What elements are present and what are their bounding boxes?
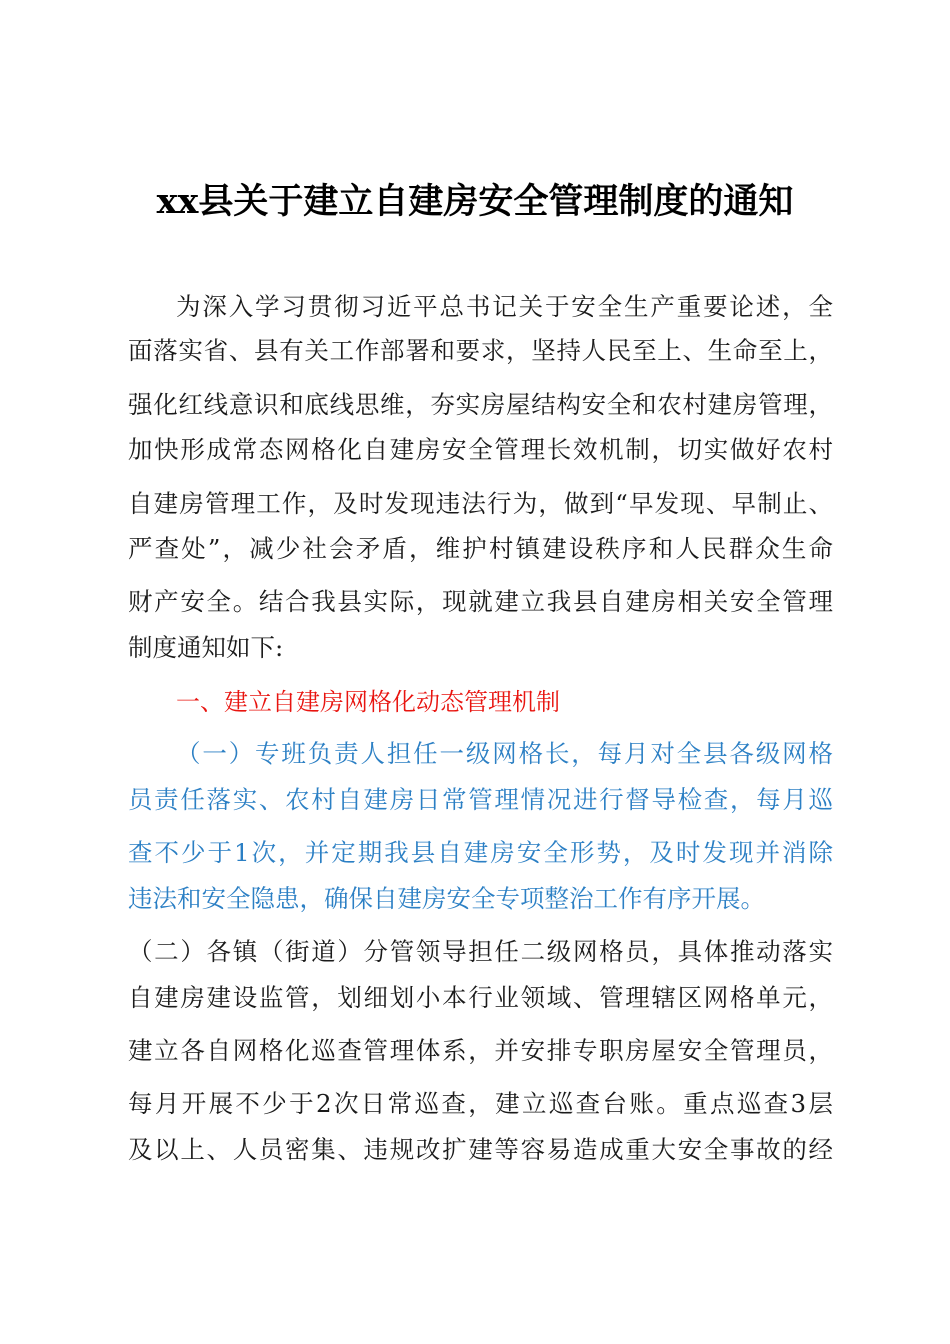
intro-line: 制度通知如下: bbox=[128, 633, 284, 662]
intro-line: 加快形成常态网格化自建房安全管理长效机制，切实做好农村 bbox=[128, 435, 833, 464]
item1-line: （一）专班负责人担任一级网格长，每月对全县各级网格 bbox=[176, 739, 833, 768]
intro-line: 自建房管理工作，及时发现违法行为，做到“早发现、早制止、 bbox=[128, 489, 833, 518]
intro-line: 财产安全。结合我县实际，现就建立我县自建房相关安全管理 bbox=[128, 587, 833, 616]
item1-line: 员责任落实、农村自建房日常管理情况进行督导检查，每月巡 bbox=[128, 785, 833, 814]
intro-line: 强化红线意识和底线思维，夯实房屋结构安全和农村建房管理， bbox=[128, 390, 833, 419]
item2-line: 自建房建设监管，划细划小本行业领域、管理辖区网格单元， bbox=[128, 983, 833, 1012]
section-heading: 一、建立自建房网格化动态管理机制 bbox=[176, 688, 560, 716]
item2-line: （二）各镇（街道）分管领导担任二级网格员，具体推动落实 bbox=[128, 937, 833, 966]
intro-line: 严查处”，减少社会矛盾，维护村镇建设秩序和人民群众生命 bbox=[128, 534, 833, 563]
intro-line: 面落实省、县有关工作部署和要求，坚持人民至上、生命至上， bbox=[128, 336, 833, 365]
item1-line: 违法和安全隐患，确保自建房安全专项整治工作有序开展。 bbox=[128, 884, 765, 913]
intro-line: 为深入学习贯彻习近平总书记关于安全生产重要论述，全 bbox=[176, 292, 833, 321]
item2-line: 建立各自网格化巡查管理体系，并安排专职房屋安全管理员， bbox=[128, 1036, 833, 1065]
item1-line: 查不少于1次，并定期我县自建房安全形势，及时发现并消除 bbox=[128, 838, 833, 867]
document-title: xx县关于建立自建房安全管理制度的通知 bbox=[156, 181, 794, 222]
item2-line: 及以上、人员密集、违规改扩建等容易造成重大安全事故的经 bbox=[128, 1135, 833, 1164]
item2-line: 每月开展不少于2次日常巡查，建立巡查台账。重点巡查3层 bbox=[128, 1089, 833, 1118]
